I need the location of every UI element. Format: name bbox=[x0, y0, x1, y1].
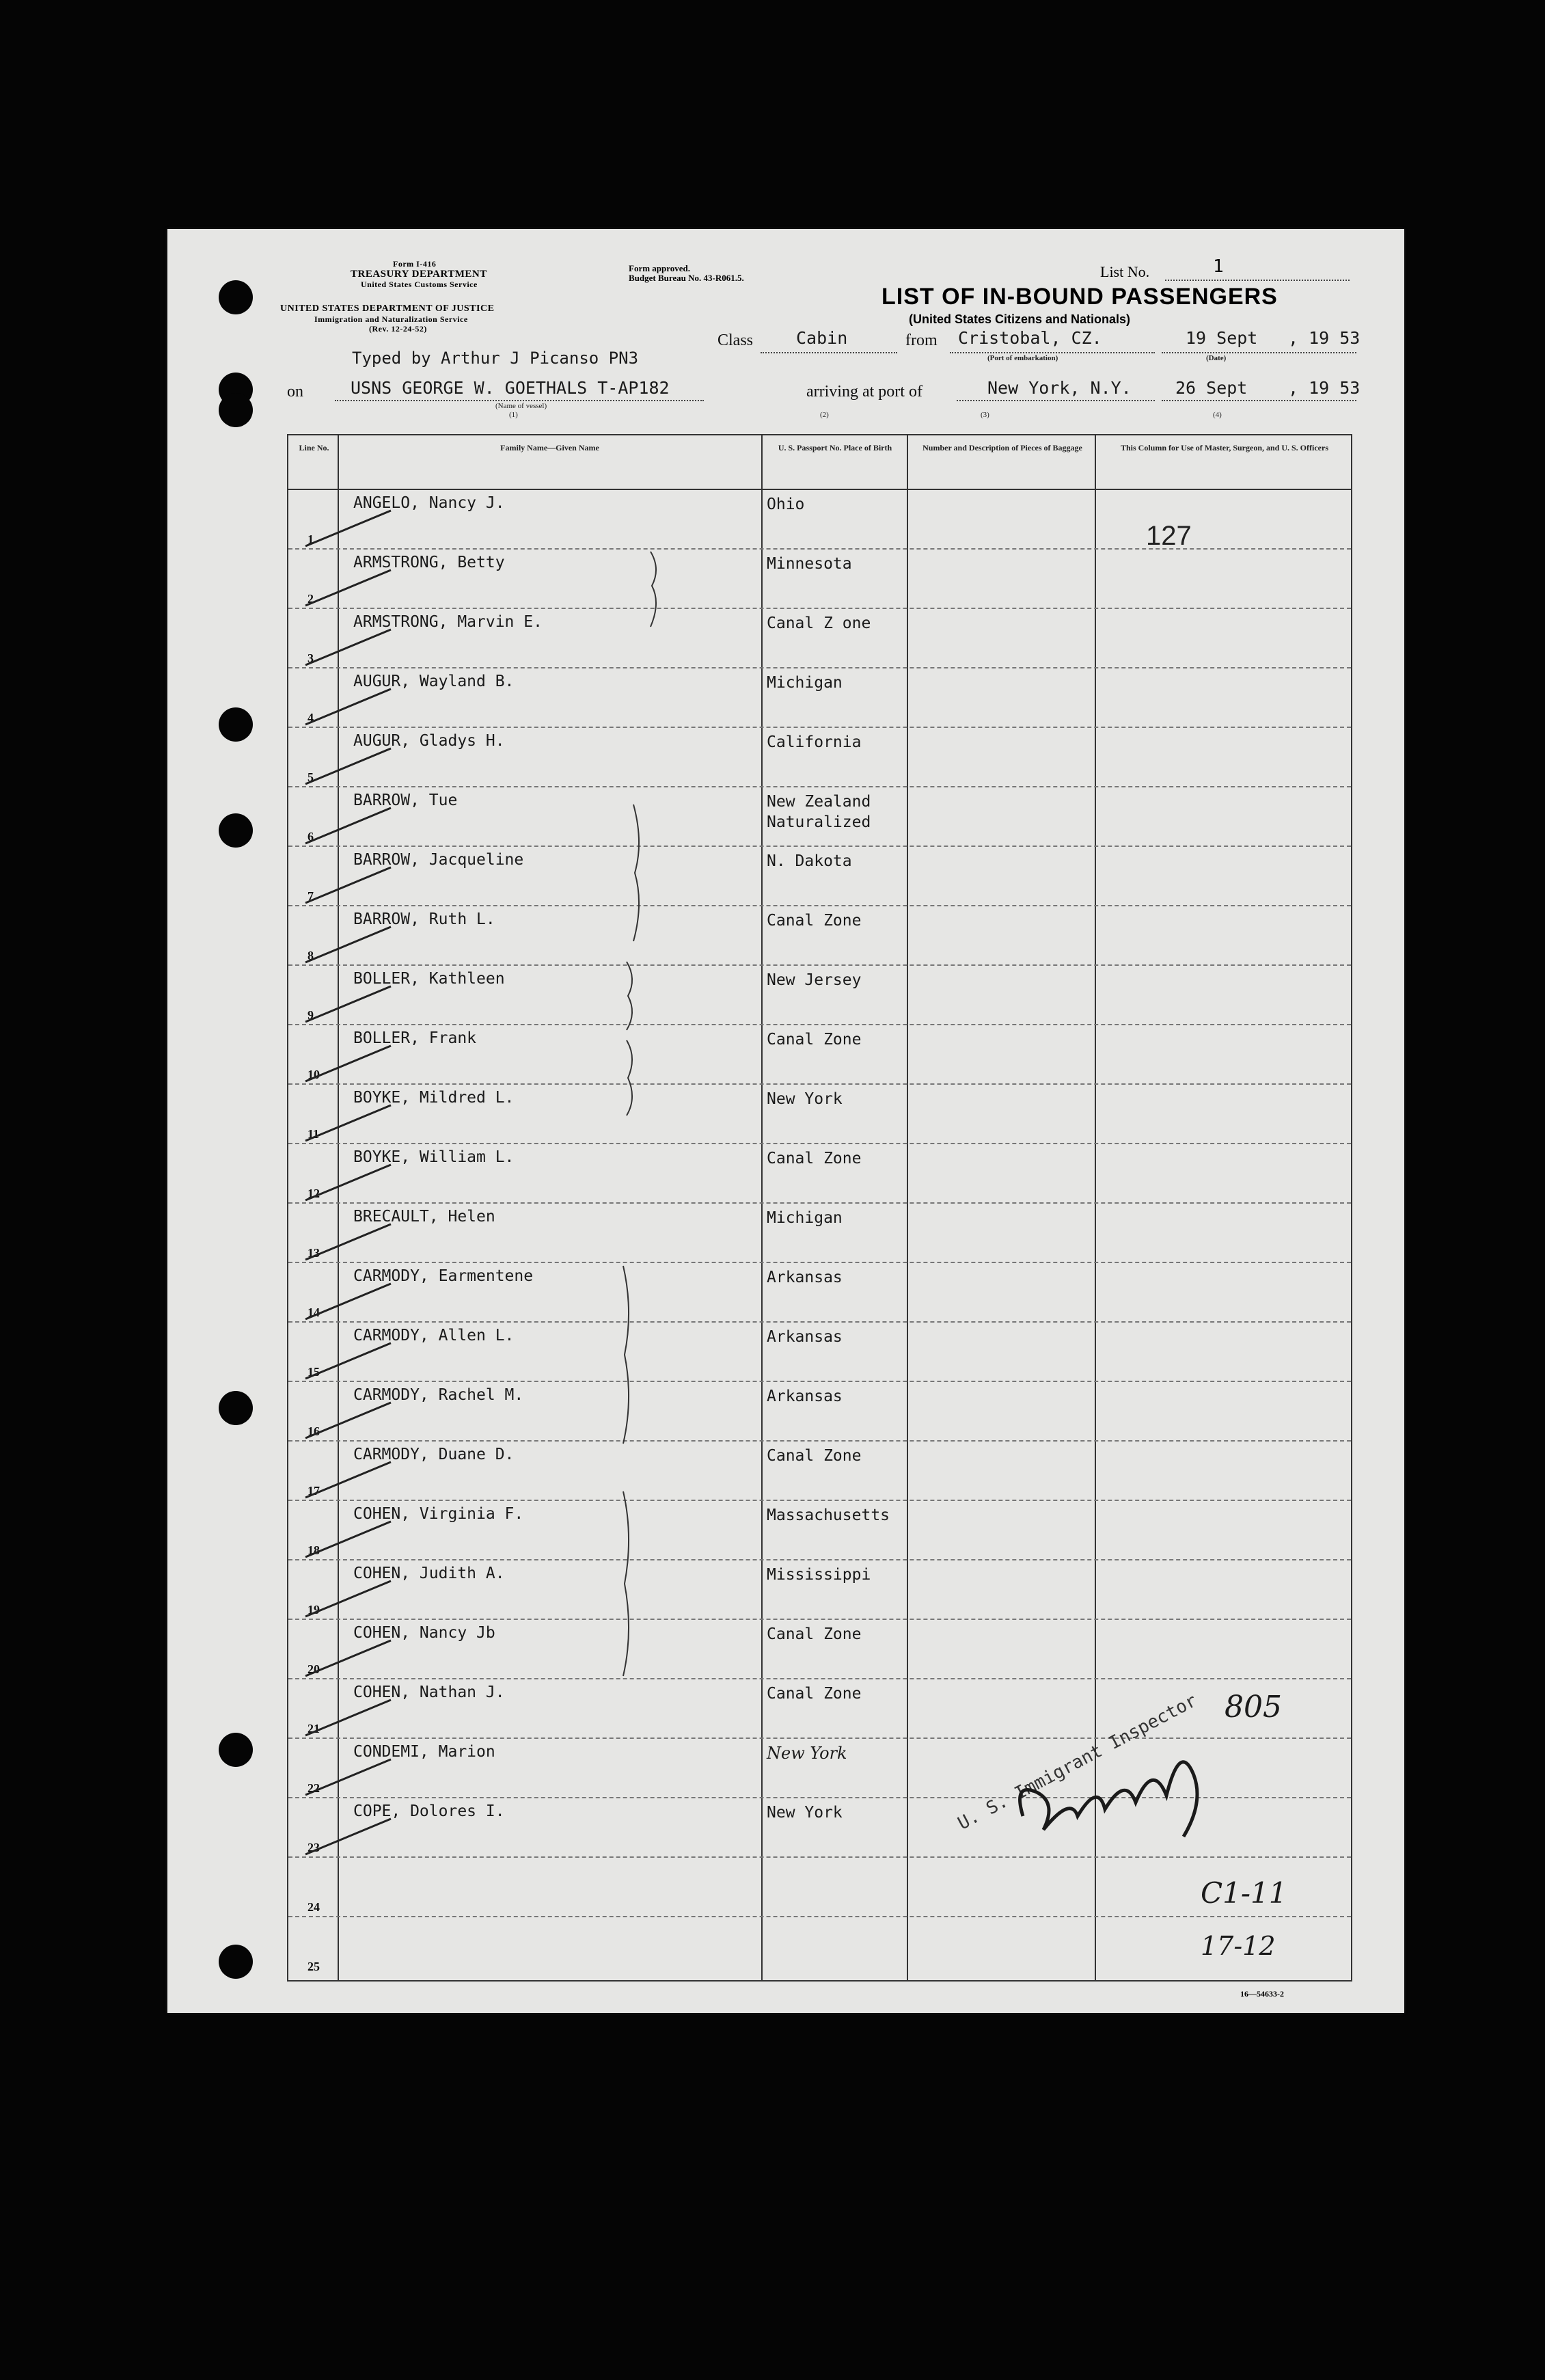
customs-service: United States Customs Service bbox=[361, 280, 478, 289]
table-row bbox=[288, 846, 1351, 906]
line-number: 18 bbox=[307, 1543, 320, 1557]
table-row bbox=[288, 1083, 1351, 1144]
passenger-name: ARMSTRONG, Betty bbox=[353, 554, 505, 571]
check-mark-icon bbox=[302, 1100, 398, 1148]
place-of-birth: Michigan bbox=[767, 674, 843, 692]
table-row bbox=[288, 1381, 1351, 1442]
table-row bbox=[288, 608, 1351, 668]
place-of-birth: New York bbox=[767, 1744, 847, 1763]
check-mark-icon bbox=[302, 1278, 398, 1326]
place-of-birth: Canal Zone bbox=[767, 1031, 862, 1049]
form-number: Form I-416 bbox=[393, 259, 437, 269]
class-line bbox=[761, 352, 897, 353]
check-mark-icon bbox=[302, 624, 398, 672]
place-of-birth: New Jersey bbox=[767, 971, 862, 989]
table-row bbox=[288, 727, 1351, 787]
class-value: Cabin bbox=[796, 328, 848, 348]
place-of-birth: Massachusetts bbox=[767, 1506, 890, 1524]
arrival-date: 26 Sept bbox=[1175, 378, 1248, 398]
line-number: 21 bbox=[307, 1722, 320, 1735]
line-number: 14 bbox=[307, 1306, 320, 1319]
on-label: on bbox=[287, 383, 303, 401]
date-sublabel: (Date) bbox=[1206, 354, 1227, 362]
check-mark-icon bbox=[302, 505, 398, 553]
line-number: 1 bbox=[307, 532, 314, 546]
table-row bbox=[288, 964, 1351, 1025]
place-of-birth: Canal Zone bbox=[767, 1150, 862, 1167]
date-value: 19 Sept bbox=[1186, 328, 1258, 348]
passenger-name: BARROW, Jacqueline bbox=[353, 851, 524, 869]
passenger-name: AUGUR, Wayland B. bbox=[353, 673, 515, 690]
passenger-name: ARMSTRONG, Marvin E. bbox=[353, 613, 543, 631]
list-no-value: 1 bbox=[1213, 256, 1224, 277]
check-mark-icon bbox=[302, 862, 398, 910]
place-of-birth: Mississippi bbox=[767, 1566, 871, 1584]
check-mark-icon bbox=[302, 1694, 398, 1742]
passenger-name: COHEN, Nancy Jb bbox=[353, 1624, 495, 1642]
passenger-name: BOLLER, Kathleen bbox=[353, 970, 505, 988]
line-number: 20 bbox=[307, 1662, 320, 1676]
table-row bbox=[288, 1143, 1351, 1204]
place-of-birth: New York bbox=[767, 1090, 843, 1108]
line-number: 8 bbox=[307, 949, 314, 962]
check-mark-icon bbox=[302, 1397, 398, 1445]
line-number: 22 bbox=[307, 1781, 320, 1795]
passenger-name: BOYKE, Mildred L. bbox=[353, 1089, 515, 1107]
signature-note: 805 bbox=[1225, 1690, 1282, 1725]
line-number: 11 bbox=[307, 1127, 320, 1141]
line-number: 13 bbox=[307, 1246, 320, 1260]
table-row bbox=[288, 1440, 1351, 1501]
passenger-name: CARMODY, Earmentene bbox=[353, 1267, 534, 1285]
place-of-birth: Canal Zone bbox=[767, 1685, 862, 1703]
passenger-name: COHEN, Virginia F. bbox=[353, 1505, 524, 1523]
typed-by: Typed by Arthur J Picanso PN3 bbox=[352, 349, 639, 368]
passenger-name: CARMODY, Duane D. bbox=[353, 1446, 515, 1463]
inspector-stamp: U. S. Immigrant Inspector bbox=[955, 1690, 1201, 1835]
form-approved: Form approved. bbox=[629, 263, 691, 273]
line-number: 16 bbox=[307, 1424, 320, 1438]
passenger-name: CONDEMI, Marion bbox=[353, 1743, 495, 1761]
family-bracket bbox=[644, 548, 671, 630]
officer-count: 127 bbox=[1146, 521, 1192, 551]
class-label: Class bbox=[717, 332, 754, 349]
place-of-birth: N. Dakota bbox=[767, 852, 852, 870]
list-no-line bbox=[1165, 280, 1350, 281]
check-mark-icon bbox=[302, 1219, 398, 1267]
port-colnum: (3) bbox=[981, 411, 989, 419]
page-title: LIST OF IN-BOUND PASSENGERS bbox=[881, 284, 1278, 310]
tally-1: C1-11 bbox=[1201, 1876, 1287, 1910]
from-sublabel: (Port of embarkation) bbox=[987, 354, 1058, 362]
line-number: 2 bbox=[307, 592, 314, 606]
check-mark-icon bbox=[302, 1457, 398, 1504]
table-row bbox=[288, 786, 1351, 847]
port-line bbox=[957, 400, 1155, 401]
place-of-birth: New York bbox=[767, 1804, 843, 1822]
table-row bbox=[288, 1916, 1351, 1975]
passenger-name: CARMODY, Rachel M. bbox=[353, 1386, 524, 1404]
place-of-birth: New Zealand Naturalized bbox=[767, 793, 871, 831]
punch-hole bbox=[219, 1733, 253, 1767]
place-of-birth: Arkansas bbox=[767, 1388, 843, 1405]
place-of-birth: Arkansas bbox=[767, 1328, 843, 1346]
table-row bbox=[288, 489, 1351, 550]
vessel-name: USNS GEORGE W. GOETHALS T-AP182 bbox=[351, 378, 670, 398]
line-number: 4 bbox=[307, 711, 314, 725]
table-row bbox=[288, 1559, 1351, 1620]
page-subtitle: (United States Citizens and Nationals) bbox=[909, 312, 1131, 326]
line-number: 12 bbox=[307, 1187, 320, 1200]
justice-dept: UNITED STATES DEPARTMENT OF JUSTICE bbox=[280, 303, 495, 314]
header-line-no: Line No. bbox=[299, 443, 329, 452]
family-bracket bbox=[616, 1262, 644, 1447]
line-number: 5 bbox=[307, 770, 314, 784]
family-bracket bbox=[627, 801, 654, 945]
place-of-birth: Arkansas bbox=[767, 1269, 843, 1286]
vessel-line bbox=[335, 400, 704, 401]
header-passport: U. S. Passport No. Place of Birth bbox=[778, 443, 892, 452]
from-value: Cristobal, CZ. bbox=[958, 328, 1102, 348]
header-officers: This Column for Use of Master, Surgeon, and U. S. Officers bbox=[1120, 443, 1328, 452]
vessel-sublabel: (Name of vessel) bbox=[495, 402, 547, 410]
footer-code: 16—54633-2 bbox=[1240, 1989, 1284, 1999]
arrival-line bbox=[1162, 400, 1356, 401]
table-header bbox=[288, 435, 1351, 490]
check-mark-icon bbox=[302, 921, 398, 969]
table-row bbox=[288, 1856, 1351, 1917]
table-row bbox=[288, 1202, 1351, 1263]
arriving-label: arriving at port of bbox=[806, 383, 922, 401]
arriving-colnum: (2) bbox=[820, 411, 829, 419]
header-name: Family Name—Given Name bbox=[500, 443, 599, 452]
passenger-name: BOYKE, William L. bbox=[353, 1148, 515, 1166]
table-row bbox=[288, 667, 1351, 728]
treasury-dept: TREASURY DEPARTMENT bbox=[351, 269, 487, 280]
list-no-label: List No. bbox=[1100, 263, 1150, 280]
place-of-birth: Canal Zone bbox=[767, 1625, 862, 1643]
check-mark-icon bbox=[302, 1159, 398, 1207]
line-number: 15 bbox=[307, 1365, 320, 1379]
passenger-name: BARROW, Ruth L. bbox=[353, 910, 495, 928]
arrival-year: , 19 53 bbox=[1288, 378, 1361, 398]
line-number: 9 bbox=[307, 1008, 314, 1022]
place-of-birth: Canal Zone bbox=[767, 1447, 862, 1465]
date-line bbox=[1162, 352, 1356, 353]
line-number: 25 bbox=[307, 1960, 320, 1973]
line-number: 7 bbox=[307, 889, 314, 903]
check-mark-icon bbox=[302, 1576, 398, 1623]
table-row bbox=[288, 548, 1351, 609]
passenger-name: BARROW, Tue bbox=[353, 792, 458, 809]
place-of-birth: Ohio bbox=[767, 496, 805, 513]
line-number: 24 bbox=[307, 1900, 320, 1914]
punch-hole bbox=[219, 280, 253, 314]
port-value: New York, N.Y. bbox=[987, 378, 1132, 398]
check-mark-icon bbox=[302, 743, 398, 791]
punch-hole bbox=[219, 393, 253, 427]
check-mark-icon bbox=[302, 1040, 398, 1088]
line-number: 17 bbox=[307, 1484, 320, 1498]
check-mark-icon bbox=[302, 565, 398, 612]
punch-hole bbox=[219, 1391, 253, 1425]
table-row bbox=[288, 1500, 1351, 1560]
from-label: from bbox=[905, 332, 938, 349]
manifest-page bbox=[167, 229, 1404, 2013]
check-mark-icon bbox=[302, 802, 398, 850]
table-row bbox=[288, 1321, 1351, 1382]
punch-hole bbox=[219, 813, 253, 848]
family-bracket bbox=[616, 1488, 644, 1679]
passenger-name: CARMODY, Allen L. bbox=[353, 1327, 515, 1344]
passenger-name: COPE, Dolores I. bbox=[353, 1802, 505, 1820]
family-bracket bbox=[620, 1037, 647, 1119]
punch-hole bbox=[219, 1945, 253, 1979]
check-mark-icon bbox=[302, 1516, 398, 1564]
table-row bbox=[288, 1262, 1351, 1323]
passenger-name: AUGUR, Gladys H. bbox=[353, 732, 505, 750]
form-revision: (Rev. 12-24-52) bbox=[369, 324, 427, 334]
passenger-name: BOLLER, Frank bbox=[353, 1029, 477, 1047]
table-row bbox=[288, 905, 1351, 966]
place-of-birth: Michigan bbox=[767, 1209, 843, 1227]
check-mark-icon bbox=[302, 981, 398, 1029]
place-of-birth: Minnesota bbox=[767, 555, 852, 573]
passenger-name: COHEN, Judith A. bbox=[353, 1565, 505, 1582]
table-row bbox=[288, 1024, 1351, 1085]
check-mark-icon bbox=[302, 1635, 398, 1683]
date-year: , 19 53 bbox=[1288, 328, 1361, 348]
line-number: 3 bbox=[307, 651, 314, 665]
from-line bbox=[950, 352, 1155, 353]
line-number: 10 bbox=[307, 1068, 320, 1081]
passenger-name: COHEN, Nathan J. bbox=[353, 1683, 505, 1701]
tally-2: 17-12 bbox=[1201, 1931, 1276, 1961]
passenger-name: ANGELO, Nancy J. bbox=[353, 494, 505, 512]
line-number: 6 bbox=[307, 830, 314, 843]
check-mark-icon bbox=[302, 1754, 398, 1802]
passenger-name: BRECAULT, Helen bbox=[353, 1208, 495, 1226]
place-of-birth: Canal Zone bbox=[767, 912, 862, 930]
budget-bureau: Budget Bureau No. 43-R061.5. bbox=[629, 273, 744, 283]
line-number: 23 bbox=[307, 1841, 320, 1854]
passenger-table bbox=[287, 434, 1352, 1982]
place-of-birth: Canal Z one bbox=[767, 614, 871, 632]
family-bracket bbox=[620, 958, 647, 1033]
header-baggage: Number and Description of Pieces of Baggage bbox=[922, 443, 1082, 452]
check-mark-icon bbox=[302, 1813, 398, 1861]
check-mark-icon bbox=[302, 684, 398, 731]
check-mark-icon bbox=[302, 1338, 398, 1385]
punch-hole bbox=[219, 707, 253, 742]
table-row bbox=[288, 1619, 1351, 1679]
line-number: 19 bbox=[307, 1603, 320, 1617]
place-of-birth: California bbox=[767, 733, 862, 751]
ins-service: Immigration and Naturalization Service bbox=[314, 314, 468, 324]
vessel-colnum: (1) bbox=[509, 411, 518, 419]
arrival-colnum: (4) bbox=[1213, 411, 1222, 419]
